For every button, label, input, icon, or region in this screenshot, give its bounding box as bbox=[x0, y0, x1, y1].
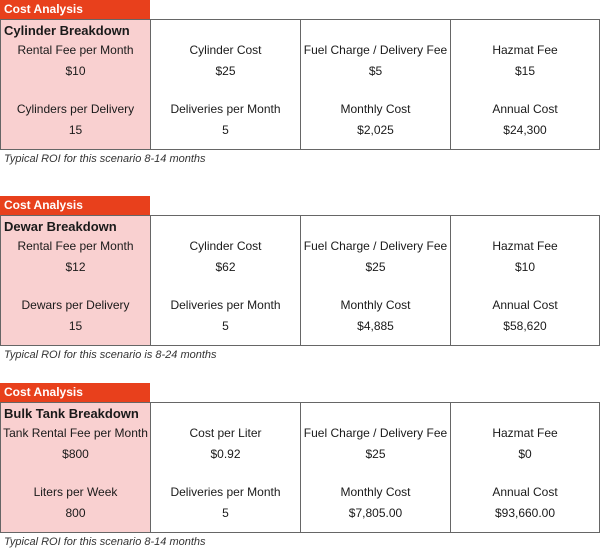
deliveries-per-month-value: 5 bbox=[222, 506, 229, 520]
cost-per-liter-label: Cost per Liter bbox=[189, 426, 262, 440]
breakdown-title: Bulk Tank Breakdown bbox=[4, 406, 139, 421]
cylinder-cost-value: $62 bbox=[215, 260, 236, 274]
bulk-tank-cost-section bbox=[0, 383, 600, 549]
deliveries-per-month-value: 5 bbox=[222, 123, 229, 137]
cost-grid bbox=[0, 19, 600, 150]
column-2 bbox=[151, 20, 301, 149]
fuel-charge-value: $25 bbox=[365, 260, 386, 274]
cost-analysis-tab: Cost Analysis bbox=[0, 0, 150, 19]
rental-fee-label: Rental Fee per Month bbox=[17, 239, 134, 253]
units-per-delivery-label: Dewars per Delivery bbox=[21, 298, 130, 312]
monthly-cost-value: $7,805.00 bbox=[348, 506, 403, 520]
column-3 bbox=[301, 403, 451, 532]
units-per-delivery-value: 800 bbox=[65, 506, 86, 520]
deliveries-per-month-value: 5 bbox=[222, 319, 229, 333]
cost-grid bbox=[0, 402, 600, 533]
fuel-charge-label: Fuel Charge / Delivery Fee bbox=[303, 239, 448, 253]
column-3 bbox=[301, 216, 451, 345]
hazmat-fee-value: $10 bbox=[514, 260, 536, 274]
column-4 bbox=[451, 216, 599, 345]
column-4 bbox=[451, 403, 599, 532]
units-per-delivery-value: 15 bbox=[68, 319, 83, 333]
breakdown-title: Dewar Breakdown bbox=[4, 219, 117, 234]
monthly-cost-value: $4,885 bbox=[357, 319, 394, 333]
rental-fee-label: Rental Fee per Month bbox=[17, 43, 134, 57]
hazmat-fee-label: Hazmat Fee bbox=[492, 43, 558, 57]
breakdown-title: Cylinder Breakdown bbox=[4, 23, 130, 38]
hazmat-fee-value: $15 bbox=[514, 64, 536, 78]
primary-column bbox=[1, 20, 151, 149]
rental-fee-value: $12 bbox=[65, 260, 86, 274]
monthly-cost-label: Monthly Cost bbox=[340, 298, 411, 312]
annual-cost-value: $24,300 bbox=[503, 123, 547, 137]
fuel-charge-label: Fuel Charge / Delivery Fee bbox=[303, 426, 448, 440]
roi-note: Typical ROI for this scenario is 8-24 months bbox=[4, 349, 217, 361]
annual-cost-value: $58,620 bbox=[503, 319, 547, 333]
cost-analysis-tab: Cost Analysis bbox=[0, 383, 150, 402]
cost-analysis-tab: Cost Analysis bbox=[0, 196, 150, 215]
cost-grid bbox=[0, 215, 600, 346]
hazmat-fee-label: Hazmat Fee bbox=[492, 426, 558, 440]
cost-per-liter-value: $0.92 bbox=[210, 447, 241, 461]
hazmat-fee-label: Hazmat Fee bbox=[492, 239, 558, 253]
deliveries-per-month-label: Deliveries per Month bbox=[170, 485, 281, 499]
dewar-cost-section bbox=[0, 196, 600, 366]
annual-cost-label: Annual Cost bbox=[492, 298, 558, 312]
fuel-charge-label: Fuel Charge / Delivery Fee bbox=[303, 43, 448, 57]
column-3 bbox=[301, 20, 451, 149]
primary-column bbox=[1, 403, 151, 532]
units-per-delivery-label: Liters per Week bbox=[33, 485, 118, 499]
primary-column bbox=[1, 216, 151, 345]
monthly-cost-label: Monthly Cost bbox=[340, 485, 411, 499]
column-4 bbox=[451, 20, 599, 149]
cylinder-cost-value: $25 bbox=[215, 64, 236, 78]
deliveries-per-month-label: Deliveries per Month bbox=[170, 298, 281, 312]
deliveries-per-month-label: Deliveries per Month bbox=[170, 102, 281, 116]
column-2 bbox=[151, 403, 301, 532]
monthly-cost-value: $2,025 bbox=[357, 123, 394, 137]
fuel-charge-value: $5 bbox=[368, 64, 383, 78]
rental-fee-label: Tank Rental Fee per Month bbox=[3, 426, 148, 440]
units-per-delivery-label: Cylinders per Delivery bbox=[16, 102, 135, 116]
fuel-charge-value: $25 bbox=[365, 447, 386, 461]
rental-fee-value: $800 bbox=[62, 447, 89, 461]
monthly-cost-label: Monthly Cost bbox=[340, 102, 411, 116]
roi-note: Typical ROI for this scenario 8-14 months bbox=[4, 153, 206, 165]
annual-cost-label: Annual Cost bbox=[492, 102, 558, 116]
hazmat-fee-value: $0 bbox=[518, 447, 532, 461]
annual-cost-label: Annual Cost bbox=[492, 485, 558, 499]
units-per-delivery-value: 15 bbox=[68, 123, 83, 137]
cylinder-cost-label: Cylinder Cost bbox=[189, 239, 262, 253]
roi-note: Typical ROI for this scenario 8-14 months bbox=[4, 536, 206, 548]
column-2 bbox=[151, 216, 301, 345]
rental-fee-value: $10 bbox=[65, 64, 86, 78]
annual-cost-value: $93,660.00 bbox=[494, 506, 556, 520]
cylinder-cost-section bbox=[0, 0, 600, 170]
cylinder-cost-label: Cylinder Cost bbox=[189, 43, 262, 57]
